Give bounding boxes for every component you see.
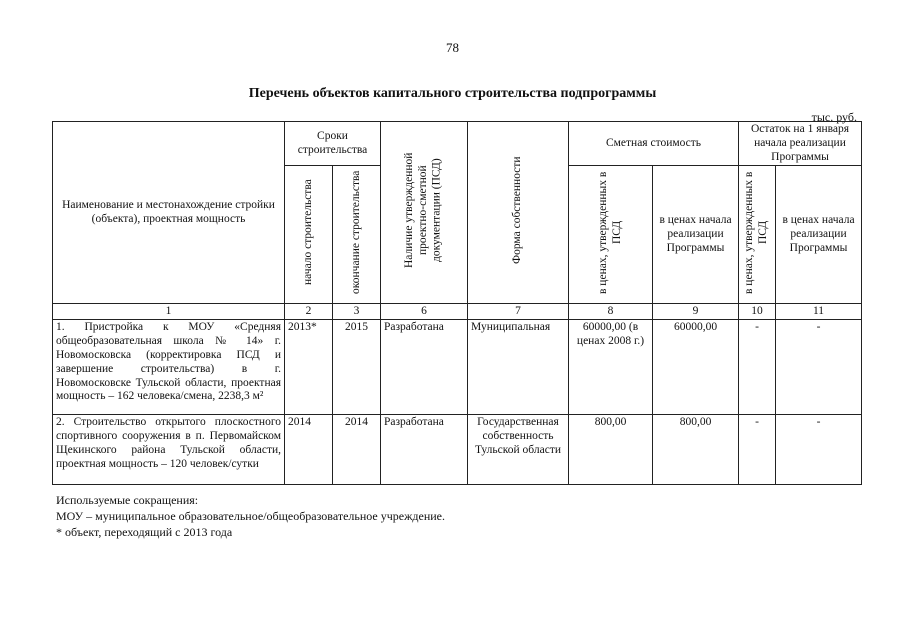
column-number: 7 bbox=[468, 304, 569, 320]
header-cost-psd: в ценах, утвержденных в ПСД bbox=[569, 166, 653, 304]
psd-status: Разработана bbox=[381, 320, 468, 415]
balance-psd: - bbox=[739, 320, 776, 415]
start-year: 2014 bbox=[285, 415, 333, 485]
cost-psd: 60000,00 (в ценах 2008 г.) bbox=[569, 320, 653, 415]
capital-construction-table bbox=[52, 121, 862, 485]
header-psd: Наличие утвержденной проектно-сметной документации (ПСД) bbox=[381, 122, 468, 304]
column-number: 1 bbox=[53, 304, 285, 320]
header-name: Наименование и местонахождение стройки (объекта), проектная мощность bbox=[53, 122, 285, 304]
column-number-row bbox=[53, 304, 862, 320]
column-number: 2 bbox=[285, 304, 333, 320]
cost-program: 800,00 bbox=[653, 415, 739, 485]
table-row bbox=[53, 320, 862, 415]
psd-status: Разработана bbox=[381, 415, 468, 485]
balance-psd: - bbox=[739, 415, 776, 485]
balance-program: - bbox=[776, 415, 862, 485]
balance-program: - bbox=[776, 320, 862, 415]
header-balance-psd: в ценах, утвержденных в ПСД bbox=[739, 166, 776, 304]
ownership: Муниципальная bbox=[468, 320, 569, 415]
header-ownership: Форма собственности bbox=[468, 122, 569, 304]
abbreviation-mou: МОУ – муниципальное образовательное/общеобразовательное учреждение. bbox=[56, 509, 446, 523]
page-number: 78 bbox=[446, 40, 459, 55]
header-terms: Сроки строительства bbox=[285, 122, 381, 166]
column-number: 8 bbox=[569, 304, 653, 320]
column-number: 6 bbox=[381, 304, 468, 320]
footnotes bbox=[56, 492, 445, 540]
table-row bbox=[53, 415, 862, 485]
column-number: 11 bbox=[776, 304, 862, 320]
column-number: 10 bbox=[739, 304, 776, 320]
header-balance: Остаток на 1 января начала реализации Программы bbox=[739, 122, 862, 166]
header-cost-program: в ценах начала реализации Программы bbox=[653, 166, 739, 304]
cost-psd: 800,00 bbox=[569, 415, 653, 485]
object-name: 1. Пристройка к МОУ «Средняя общеобразовательная школа № 14» г. Новомосковска (корректировка ПСД и завершение строительства) в г. Новомосковске Тульской области, проектная мощность – 162 человека/смена, 2238,3 м² bbox=[53, 320, 285, 415]
end-year: 2015 bbox=[333, 320, 381, 415]
abbreviations-title: Используемые сокращения: bbox=[56, 493, 199, 507]
column-number: 3 bbox=[333, 304, 381, 320]
document-title: Перечень объектов капитального строительства подпрограммы bbox=[248, 86, 657, 101]
header-start: начало строительства bbox=[285, 166, 333, 304]
end-year: 2014 bbox=[333, 415, 381, 485]
start-year: 2013* bbox=[285, 320, 333, 415]
header-cost: Сметная стоимость bbox=[569, 122, 739, 166]
footnote-asterisk: * объект, переходящий с 2013 года bbox=[56, 525, 233, 539]
column-number: 9 bbox=[653, 304, 739, 320]
units-label: тыс. руб. bbox=[811, 110, 857, 124]
header-end: окончание строительства bbox=[333, 166, 381, 304]
object-name: 2. Строительство открытого плоскостного спортивного сооружения в п. Первомайском Щекинского района Тульской области, проектная мощность – 120 человек/сутки bbox=[53, 415, 285, 485]
header-balance-program: в ценах начала реализации Программы bbox=[776, 166, 862, 304]
ownership: Государственная собственность Тульской области bbox=[468, 415, 569, 485]
cost-program: 60000,00 bbox=[653, 320, 739, 415]
